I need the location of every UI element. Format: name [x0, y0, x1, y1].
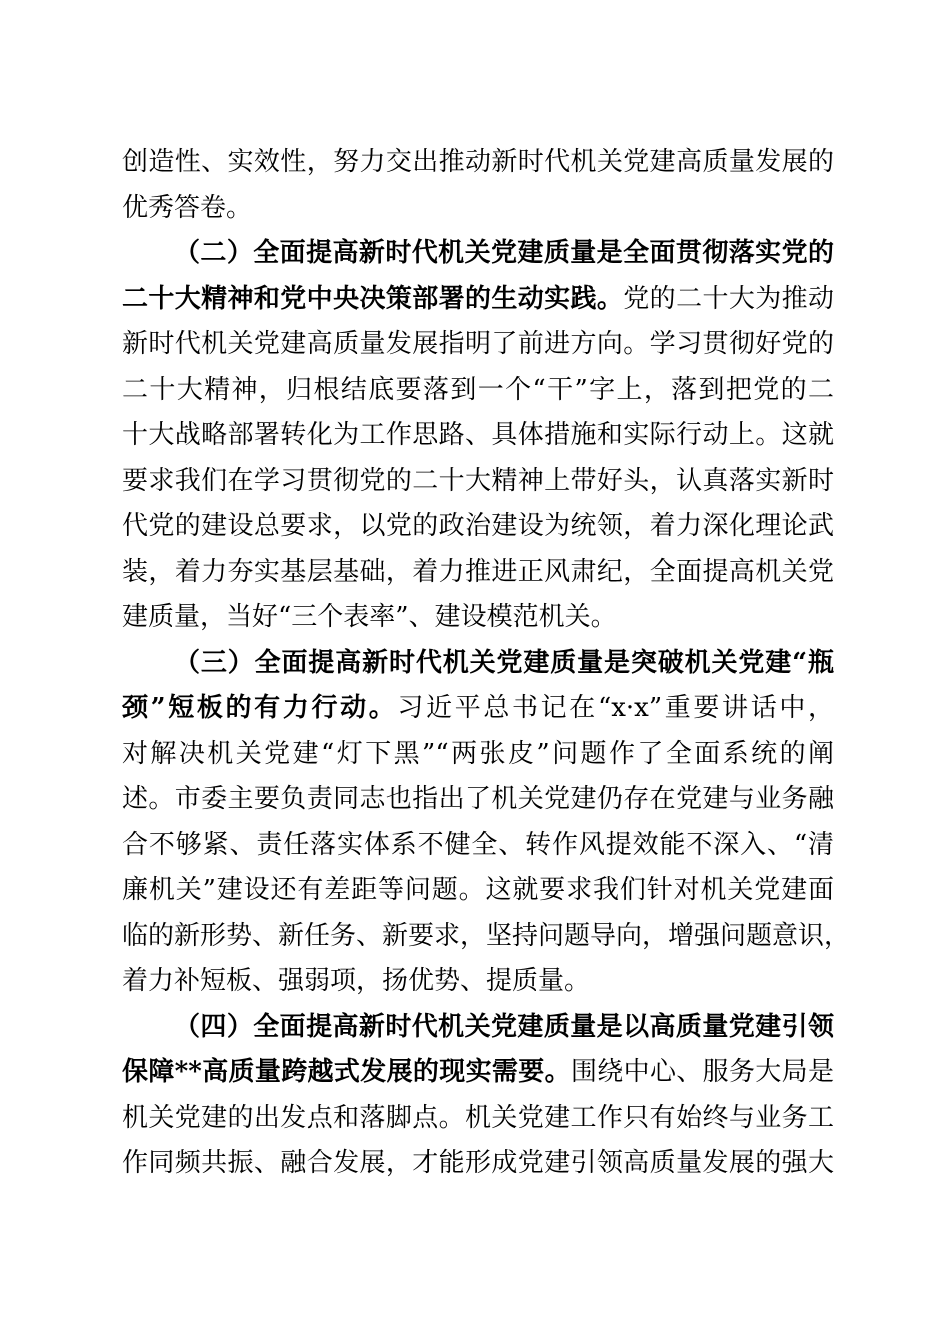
text-line: 临的新形势、新任务、新要求，坚持问题导向，增强问题意识，: [122, 920, 851, 951]
text-line: 创造性、实效性，努力交出推动新时代机关党建高质量发展的: [122, 147, 834, 177]
text-line: 作同频共振、融合发展，才能形成党建引领高质量发展的强大: [122, 1148, 834, 1178]
paragraph-heading: （二）全面提高新时代机关党建质量是全面贯彻落实党的: [174, 238, 834, 268]
paragraph-heading: （四）全面提高新时代机关党建质量是以高质量党建引领: [174, 1011, 834, 1042]
paragraph-4: [122, 1005, 834, 1187]
text-line: 要求我们在学习贯彻党的二十大精神上带好头，认真落实新时: [122, 465, 834, 496]
text-line: 对解决机关党建“灯下黑”“两张皮”问题作了全面系统的阐: [122, 738, 834, 769]
text-line: [122, 1050, 834, 1096]
paragraph-2: [122, 231, 834, 641]
text-line: 廉机关”建设还有差距等问题。这就要求我们针对机关党建面: [122, 875, 834, 905]
paragraph-heading-end: 保障**高质量跨越式发展的现实需要。: [122, 1057, 571, 1087]
text-line: 代党的建设总要求，以党的政治建设为统领，着力深化理论武: [122, 511, 834, 541]
text-line: 建质量，当好“三个表率”、建设模范机关。: [122, 602, 617, 632]
text-line: [122, 277, 834, 323]
text-line: 机关党建的出发点和落脚点。机关党建工作只有始终与业务工: [122, 1102, 834, 1133]
text-line: [122, 686, 834, 732]
paragraph-heading-end: 二十大精神和党中央决策部署的生动实践。: [122, 283, 624, 314]
paragraph-heading-end: 颈”短板的有力行动。: [122, 693, 398, 723]
text-line: 优秀答卷。: [122, 192, 253, 223]
text-span: 围绕中心、服务大局是: [570, 1057, 834, 1087]
paragraph-3: [122, 641, 851, 1005]
text-line: 装，着力夯实基层基础，着力推进正风肃纪，全面提高机关党: [122, 556, 834, 587]
text-line: 二十大精神，归根结底要落到一个“干”字上，落到把党的二: [122, 374, 834, 405]
text-span: 习近平总书记在“x·x”重要讲话中，: [397, 693, 834, 723]
paragraph-1: [122, 140, 834, 231]
paragraph-heading: （三）全面提高新时代机关党建质量是突破机关党建“瓶: [174, 647, 834, 678]
text-line: 合不够紧、责任落实体系不健全、转作风提效能不深入、“清: [122, 829, 834, 860]
text-line: 着力补短板、强弱项，扬优势、提质量。: [122, 966, 591, 996]
text-line: 新时代机关党建高质量发展指明了前进方向。学习贯彻好党的: [122, 329, 834, 359]
text-span: 党的二十大为推动: [623, 283, 834, 314]
text-line: 十大战略部署转化为工作思路、具体措施和实际行动上。这就: [122, 420, 834, 450]
text-line: 述。市委主要负责同志也指出了机关党建仍存在党建与业务融: [122, 784, 834, 814]
document-body: [122, 140, 851, 1187]
